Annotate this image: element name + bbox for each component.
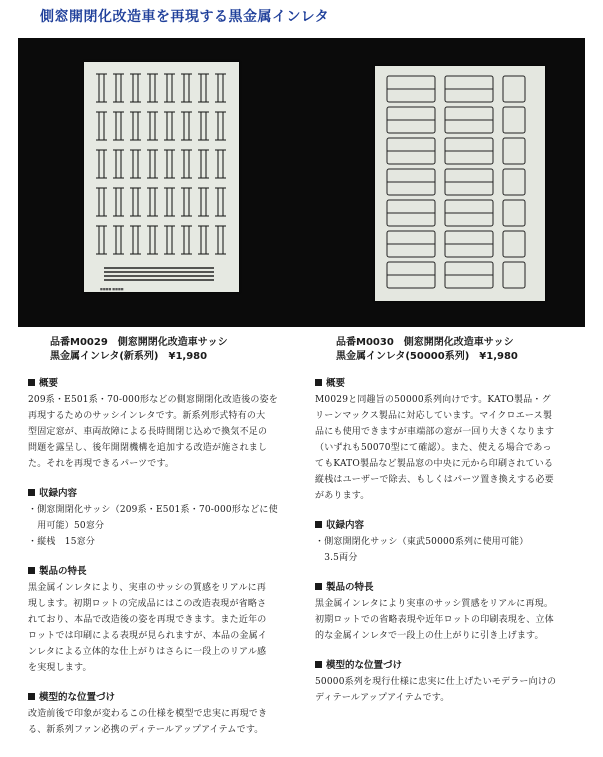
section-heading: 概要 <box>39 378 59 389</box>
sash-decal-grid-new-series <box>84 62 239 292</box>
section-positioning <box>28 690 300 738</box>
bullet-square-icon <box>315 379 322 386</box>
bullet-square-icon <box>315 583 322 590</box>
section-overview <box>28 376 300 472</box>
page-title: 側窓開閉化改造車を再現する黒金属インレタ <box>40 9 330 25</box>
section-contents <box>28 486 300 550</box>
section-positioning <box>315 658 585 706</box>
section-heading: 製品の特長 <box>39 566 87 577</box>
svg-text:■■■■ ■■■■: ■■■■ ■■■■ <box>100 287 124 291</box>
section-body: M0029と同趣旨の50000系列向けです。KATO製品・グ リーンマックス製品に対応しています。マイクロエース製 品にも使用できますが車端部の窓が一回り大きくなります （いずれも50070型にて確認）。また、使える場合であっ てもKATO製品など製品窓の中央に元から印刷されている 縦桟はユーザーで除去、もしくはパーツ置き換えする必要 があります。 <box>315 395 555 501</box>
bullet-square-icon <box>315 661 322 668</box>
description-column-m0029 <box>28 376 300 752</box>
bullet-square-icon <box>28 567 35 574</box>
section-features <box>28 564 300 676</box>
product-photo <box>18 38 585 327</box>
section-heading: 概要 <box>326 378 346 389</box>
bullet-square-icon <box>28 489 35 496</box>
decal-sheet-m0030 <box>375 66 545 301</box>
product-caption-m0030 <box>336 336 518 364</box>
section-body: 改造前後で印象が変わるこの仕様を模型で忠実に再現でき る、新系列ファン必携のディテールアップアイテムです。 <box>28 709 268 735</box>
section-features <box>315 580 585 644</box>
bullet-square-icon <box>28 379 35 386</box>
caption-line-2: 黒金属インレタ(50000系列) ¥1,980 <box>336 351 518 362</box>
section-heading: 収録内容 <box>326 520 365 531</box>
product-caption-m0029 <box>50 336 228 364</box>
decal-sheet-m0029 <box>84 62 239 292</box>
section-body: 黒金属インレタにより実車のサッシ質感をリアルに再現。 初期ロットでの省略表現や近年ロットの印刷表現を、立体 的な金属インレタで一段上の仕上がりに引き上げます。 <box>315 599 554 641</box>
section-body: ・側窓開閉化サッシ（東武50000系列に使用可能） 3.5両分 <box>315 537 529 563</box>
section-heading: 模型的な位置づけ <box>326 660 403 671</box>
section-heading: 収録内容 <box>39 488 78 499</box>
caption-line-1: 品番M0029 側窓開閉化改造車サッシ <box>50 337 228 348</box>
section-heading: 模型的な位置づけ <box>39 692 116 703</box>
bullet-square-icon <box>315 521 322 528</box>
section-overview <box>315 376 585 504</box>
caption-line-1: 品番M0030 側窓開閉化改造車サッシ <box>336 337 514 348</box>
bullet-square-icon <box>28 693 35 700</box>
section-body: 209系・E501系・70-000形などの側窓開閉化改造後の姿を 再現するためのサッシインレタです。新系列形式特有の大 型固定窓が、車両故障による長時間閉じ込めで換気不足の 問題を露呈し、後年開閉機構を追加する改造が施されまし た。それを再現できるパーツです。 <box>28 395 278 469</box>
caption-line-2: 黒金属インレタ(新系列) ¥1,980 <box>50 351 208 362</box>
description-column-m0030 <box>315 376 585 720</box>
section-body: 黒金属インレタにより、実車のサッシの質感をリアルに再 現します。初期ロットの完成品にはこの改造表現が省略さ れており、本品で改造後の姿を再現できます。また近年の ロットでは印刷による表現が見られますが、本品の金属イ ンレタによる立体的な仕上がりはさらに一段上のリアル感 を実現します。 <box>28 583 268 673</box>
section-body: ・側窓開閉化サッシ（209系・E501系・70-000形などに使 用可能）50窓分 ・縦桟 15窓分 <box>28 505 278 547</box>
section-contents <box>315 518 585 566</box>
section-body: 50000系列を現行仕様に忠実に仕上げたいモデラー向けの ディテールアップアイテムです。 <box>315 677 557 703</box>
section-heading: 製品の特長 <box>326 582 374 593</box>
sash-decal-grid-50000-series <box>375 66 545 301</box>
